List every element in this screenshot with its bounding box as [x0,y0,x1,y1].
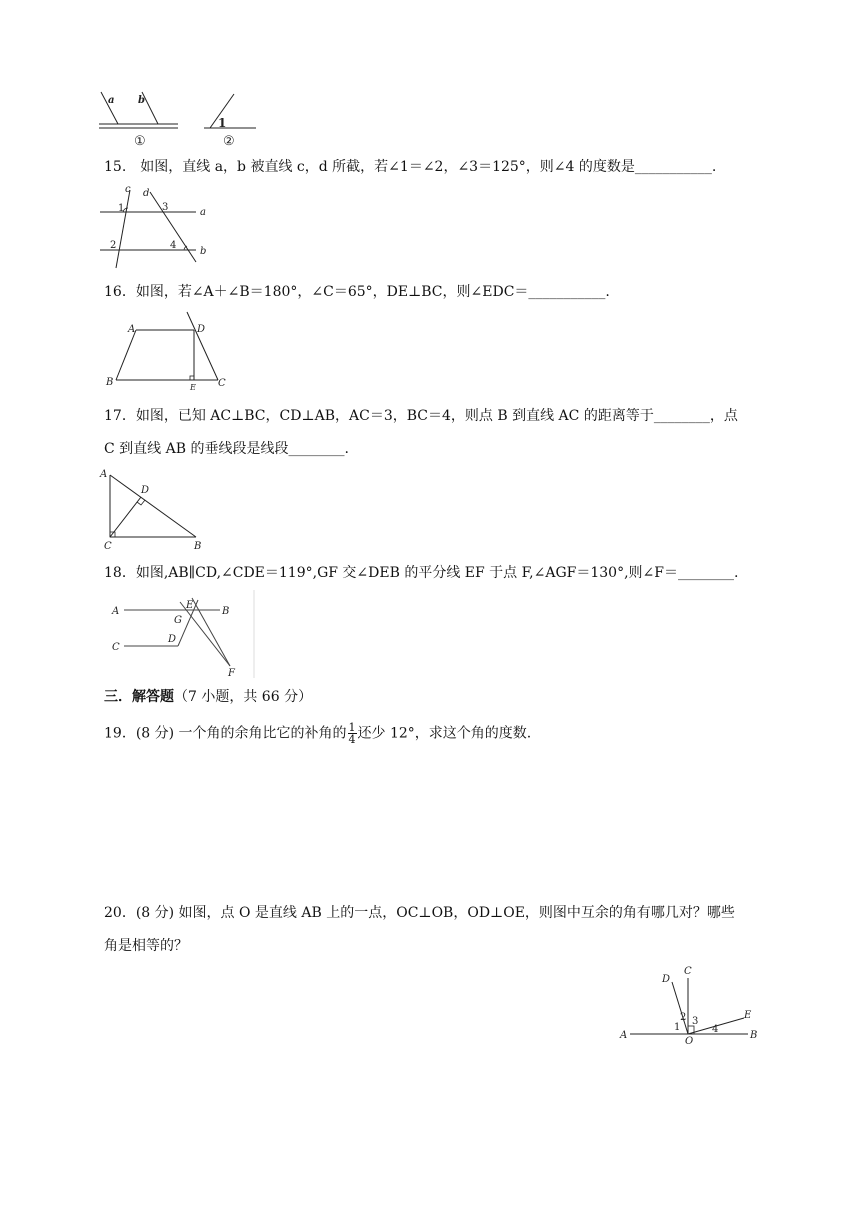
fig16-side-dc [187,312,218,380]
fig15-angle-2: 2 [110,240,117,251]
fig17-side-ab [110,475,196,537]
fig18-label-c: C [112,642,120,653]
fig15-angle-1: 1 [118,203,125,214]
fig15-line-d [150,192,196,262]
section-3-title: 三．解答题 [104,689,174,705]
question-15-text: 15. 如图，直线 a，b 被直线 c，d 所截，若∠1＝∠2，∠3＝125°，则∠4 的度数是___________. [104,159,717,175]
fig20-angle-2: 2 [680,1012,687,1023]
fig14-label-b: b [138,95,145,106]
fig15-line-c [116,190,130,268]
fig17-label-a: A [100,469,108,480]
section-3-heading [104,687,312,707]
fig18-label-a: A [112,606,120,617]
question-20-line-2: 角是相等的？ [104,938,188,954]
fig14-angle-1: 1 [218,116,227,130]
fig16-label-d: D [197,324,206,335]
fig16-side-ab [116,330,136,380]
figure-q15 [98,184,218,268]
section-3-note: （7 小题，共 66 分） [174,689,313,705]
fig20-label-o: O [685,1036,694,1047]
figure-q14 [96,88,266,150]
fig17-segment-cd [110,497,141,537]
fig20-label-d: D [662,974,671,985]
fig16-label-a: A [128,324,136,335]
question-19-before: 19．(8 分) 一个角的余角比它的补角的 [104,725,347,742]
fig18-label-f: F [228,668,235,679]
fig15-label-a: a [200,207,206,218]
fig15-label-c: c [125,184,131,195]
fraction-denominator: 4 [348,733,356,746]
fig18-label-b: B [222,606,230,617]
question-19-fraction [348,722,357,745]
fig15-label-b: b [200,246,207,257]
figure-q18 [108,590,258,680]
fig20-label-a: A [620,1030,628,1041]
figure-q17 [98,465,210,555]
fraction-numerator: 1 [348,721,356,734]
fig16-label-e: E [190,383,196,392]
question-19-after: 还少 12°，求这个角的度数. [357,725,532,742]
fig18-label-e: E [186,600,194,611]
fig15-label-d: d [143,188,150,199]
question-19-text [104,722,531,745]
fig20-label-c: C [684,966,692,977]
fig18-label-d: D [168,634,177,645]
question-18-text: 18．如图,AB∥CD,∠CDE＝119°,GF 交∠DEB 的平分线 EF 于点 F,∠AGF＝130°,则∠F＝________. [104,565,739,581]
fig16-label-b: B [106,377,114,388]
fig14-marker-1: ① [134,134,146,149]
figure-q20 [616,964,766,1048]
fig16-label-c: C [218,378,226,389]
fig17-label-c: C [104,541,112,552]
fig20-label-b: B [750,1030,758,1041]
fig20-angle-4: 4 [712,1024,719,1035]
fig14-label-a: a [108,95,115,106]
fig20-angle-3: 3 [692,1016,699,1027]
question-17-line-1: 17．如图，已知 AC⊥BC，CD⊥AB，AC＝3，BC＝4，则点 B 到直线 AC 的距离等于________，点 [104,408,738,424]
fig14-marker-2: ② [223,134,235,149]
fig18-label-g: G [174,615,182,626]
fig20-angle-1: 1 [674,1022,681,1033]
fig17-label-d: D [141,485,150,496]
question-20-line-1: 20．(8 分) 如图，点 O 是直线 AB 上的一点，OC⊥OB，OD⊥OE，则图中互余的角有哪几对？哪些 [104,905,735,921]
fig17-label-b: B [194,541,202,552]
question-16-text: 16．如图，若∠A＋∠B＝180°，∠C＝65°，DE⊥BC，则∠EDC＝___________. [104,284,610,300]
fig20-label-e: E [744,1010,752,1021]
question-17-line-2: C 到直线 AB 的垂线段是线段________. [104,441,349,457]
fig15-angle-3: 3 [162,202,169,213]
fig15-angle-4: 4 [170,240,177,251]
figure-q16 [104,310,230,392]
